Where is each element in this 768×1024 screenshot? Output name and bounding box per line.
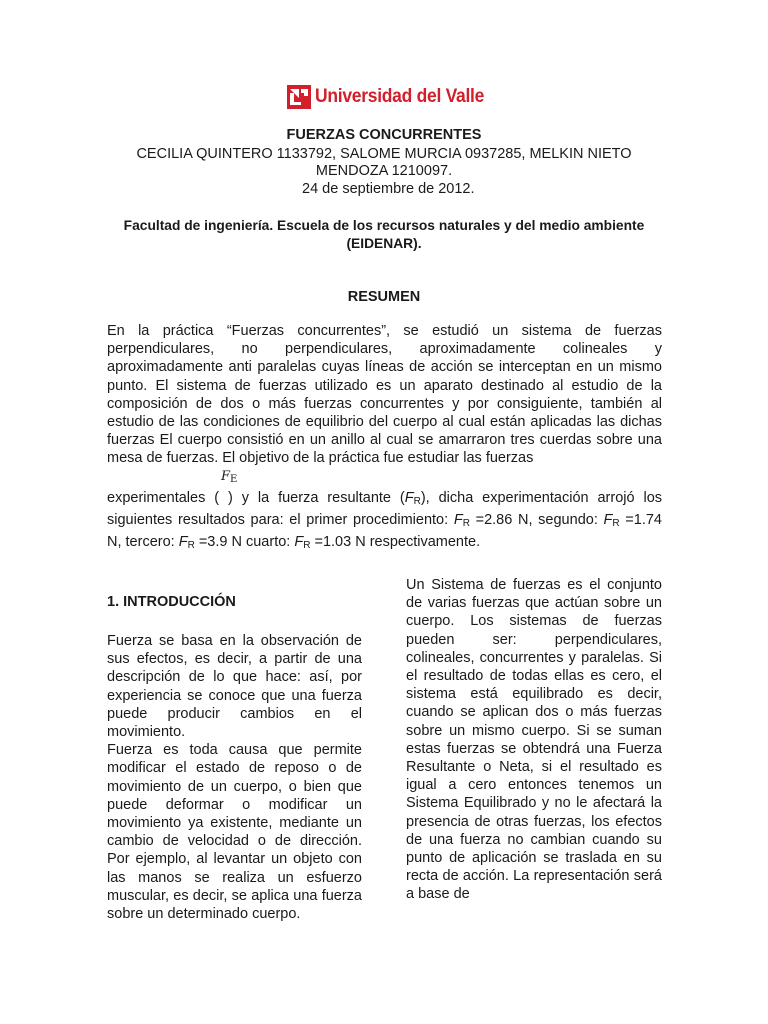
abstract-heading: RESUMEN <box>347 289 421 305</box>
abstract-paragraph: En la práctica “Fuerzas concurrentes”, se estudió un sistema de fuerzas perpendiculares, no perpendiculares, aproximadamente colineales y aproximadamente anti paralelas cuyas líneas de acción se interceptan en un mismo punto. El sistema de fuerzas utilizado es un aparato destinado al estudio de la composición de dos o más fuerzas concurrentes y por consiguiente, también al estudio de las condiciones de equilibrio del cuerpo al cual están aplicadas las dichas fuerzas El cuerpo consistió en un anillo al cual se amarraron tres cuerdas sobre una mesa de fuerzas. El objetivo de la práctica fue estudiar las fuerzas <box>107 323 662 467</box>
fr-symbol: $F_R$ <box>603 512 620 530</box>
abstract-results-paragraph <box>107 489 662 556</box>
right-column <box>406 576 662 904</box>
results-text-a: experimentales ( ) y la fuerza resultante ( <box>107 490 405 506</box>
results-text-b: ), dicha experimentación arrojó los siguientes resultados para: el primer procedimiento: <box>107 490 663 529</box>
symbol-sub-e: E <box>230 474 238 485</box>
introduction-paragraph: Un Sistema de fuerzas es el conjunto de varias fuerzas que actúan sobre un cuerpo. Los sistemas de fuerzas pueden ser: perpendiculares, colineales, concurrentes y paralelas. Si el resultado de todas ellas es cero, el sistema está equilibrado es decir, cuando se aplican dos o más fuerzas sobre un mismo cuerpo. Si se suman estas fuerzas se obtendrá una Fuerza Resultante o Neta, si el resultado es igual a cero entonces tenemos un Sistema Equilibrado y no le afectará la presencia de otras fuerzas, los efectos de una fuerza no cambian cuando su punto de aplicación se traslada en su recta de acción. La representación será a base de <box>406 577 662 903</box>
faculty-line: Facultad de ingeniería. Escuela de los recursos naturales y del medio ambiente (EIDENAR). <box>123 218 645 251</box>
university-name: Universidad del Valle <box>315 86 485 107</box>
abstract-text <box>107 322 662 468</box>
university-shield-icon <box>287 85 311 109</box>
document-date: 24 de septiembre de 2012. <box>302 181 475 197</box>
fr-symbol: $F_R$ <box>404 490 421 507</box>
results-text-e: =3.9 N cuarto: <box>194 534 295 551</box>
document-title: FUERZAS CONCURRENTES <box>286 127 482 143</box>
symbol-f: F <box>221 469 231 484</box>
results-text-f: =1.03 N respectivamente. <box>310 534 481 551</box>
fr-symbol: $F_R$ <box>453 512 470 530</box>
results-text-d: =1.74 N, tercero: <box>107 512 662 551</box>
authors-line: CECILIA QUINTERO 1133792, SALOME MURCIA 0937285, MELKIN NIETO MENDOZA 1210097. <box>136 146 632 179</box>
left-column <box>107 594 362 923</box>
experimental-force-symbol <box>221 469 237 485</box>
introduction-paragraph: Fuerza se basa en la observación de sus efectos, es decir, a partir de una descripción de lo que hace: así, por experiencia se conoce que una fuerza puede producir cambios en el movimiento. <box>107 633 362 741</box>
results-text-c: =2.86 N, segundo: <box>469 512 604 529</box>
introduction-paragraph: Fuerza es toda causa que permite modificar el estado de reposo o de movimiento de un cuerpo, o bien que puede deformar o modificar un movimiento ya existente, mediante un cambio de velocidad o de dirección. Por ejemplo, al levantar un objeto con las manos se realiza un esfuerzo muscular, es decir, se aplica una fuerza sobre un determinado cuerpo. <box>107 742 362 923</box>
university-logo <box>287 82 499 112</box>
fr-symbol: $F_R$ <box>294 534 311 552</box>
abstract-results <box>107 489 662 556</box>
fr-symbol: $F_R$ <box>178 534 195 552</box>
introduction-heading: 1. INTRODUCCIÓN <box>107 594 236 610</box>
